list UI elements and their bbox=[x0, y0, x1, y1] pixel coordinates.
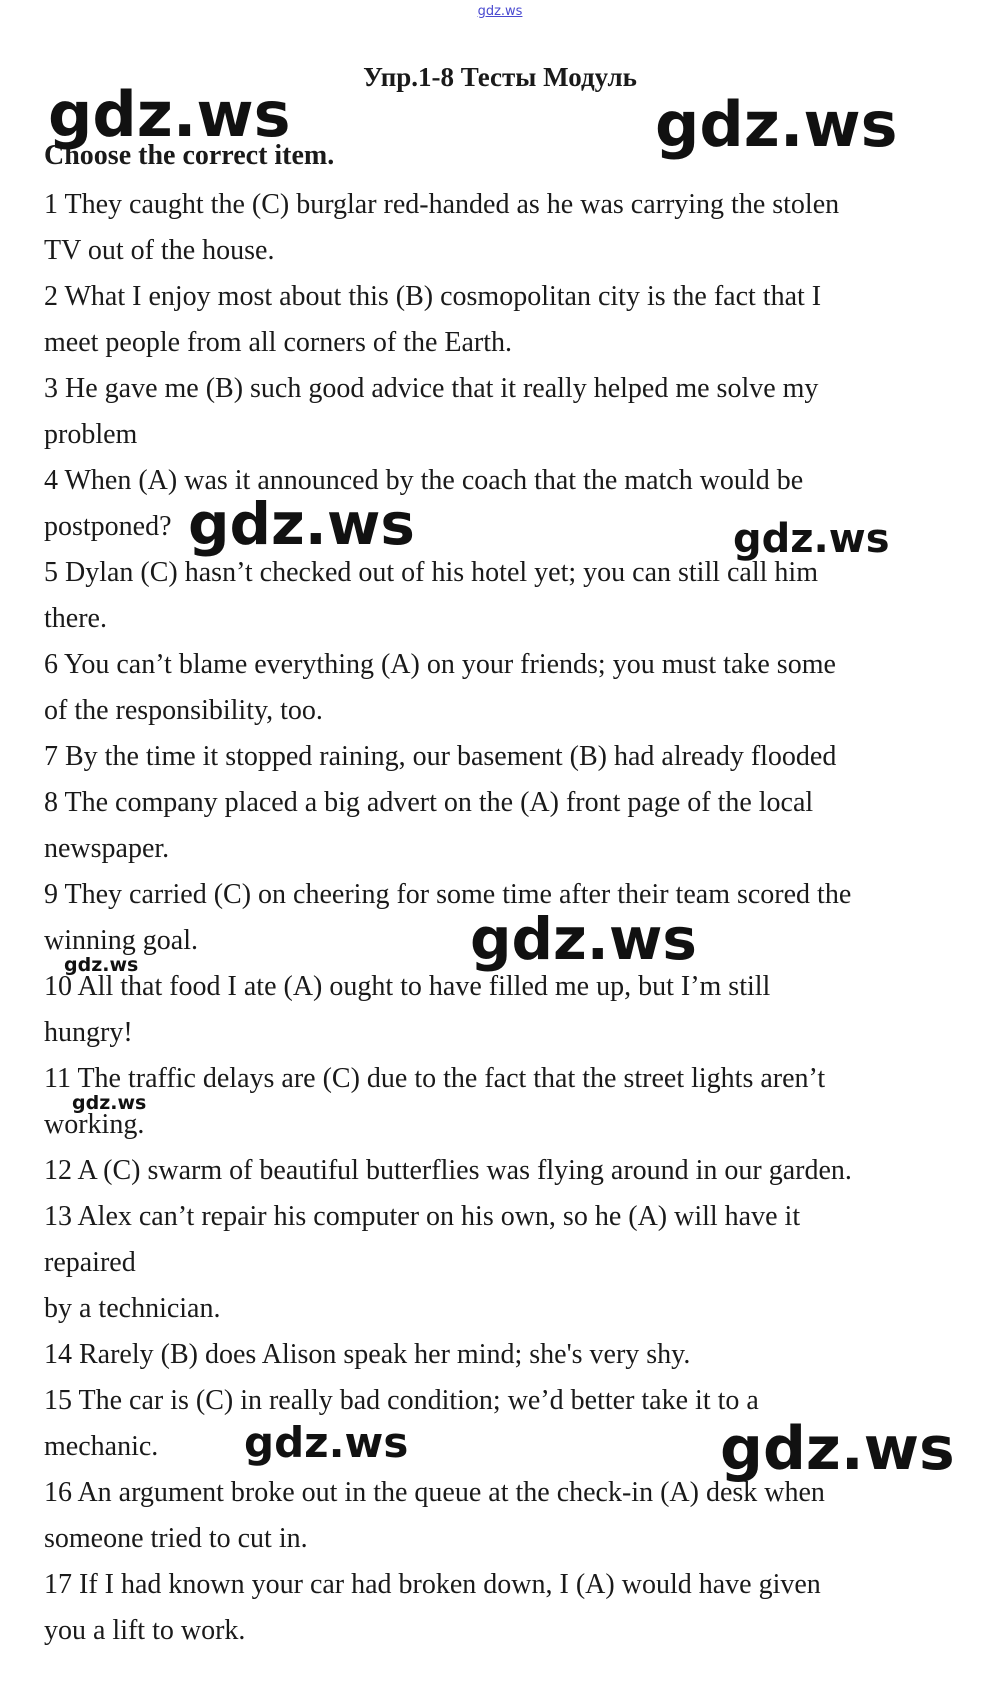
text-line: 1 They caught the (C) burglar red-handed as he was carrying the stolen bbox=[44, 189, 840, 220]
text-line: 2 What I enjoy most about this (B) cosmopolitan city is the fact that I bbox=[44, 281, 822, 312]
page-title: Упр.1-8 Тесты Модуль bbox=[363, 62, 637, 92]
text-line: there. bbox=[44, 603, 107, 634]
text-line: 5 Dylan (C) hasn’t checked out of his hotel yet; you can still call him bbox=[44, 557, 818, 588]
text-line: 4 When (A) was it announced by the coach that the match would be bbox=[44, 465, 804, 496]
text-line: 8 The company placed a big advert on the (A) front page of the local bbox=[44, 787, 814, 818]
watermark: gdz.ws bbox=[470, 905, 697, 973]
text-line: 14 Rarely (B) does Alison speak her mind; she's very shy. bbox=[44, 1339, 691, 1370]
watermark-top-link[interactable]: gdz.ws bbox=[477, 4, 523, 19]
watermark: gdz.ws bbox=[48, 78, 291, 151]
instruction-heading: Choose the correct item. bbox=[44, 140, 335, 171]
text-line: someone tried to cut in. bbox=[44, 1523, 308, 1554]
text-line: 12 A (C) swarm of beautiful butterflies was flying around in our garden. bbox=[44, 1155, 852, 1186]
text-line: 17 If I had known your car had broken down, I (A) would have given bbox=[44, 1569, 821, 1600]
text-line: winning goal. bbox=[44, 925, 198, 956]
text-line: problem bbox=[44, 419, 138, 450]
watermark: gdz.ws bbox=[655, 88, 898, 161]
text-line: 10 All that food I ate (A) ought to have filled me up, but I’m still bbox=[44, 971, 771, 1002]
watermark: gdz.ws bbox=[64, 954, 139, 976]
text-line: of the responsibility, too. bbox=[44, 695, 323, 726]
text-line: 9 They carried (C) on cheering for some time after their team scored the bbox=[44, 879, 852, 910]
text-line: 13 Alex can’t repair his computer on his own, so he (A) will have it bbox=[44, 1201, 801, 1232]
text-line: 11 The traffic delays are (C) due to the fact that the street lights aren’t bbox=[44, 1063, 826, 1094]
text-line: 6 You can’t blame everything (A) on your friends; you must take some bbox=[44, 649, 836, 680]
watermark: gdz.ws bbox=[72, 1092, 147, 1114]
text-line: TV out of the house. bbox=[44, 235, 275, 266]
text-line: 3 He gave me (B) such good advice that it really helped me solve my bbox=[44, 373, 819, 404]
watermark: gdz.ws bbox=[733, 516, 890, 562]
text-line: mechanic. bbox=[44, 1431, 159, 1462]
text-line: newspaper. bbox=[44, 833, 170, 864]
text-line: hungry! bbox=[44, 1017, 133, 1048]
text-line: meet people from all corners of the Earth. bbox=[44, 327, 513, 358]
watermark: gdz.ws bbox=[188, 490, 415, 558]
text-line: you a lift to work. bbox=[44, 1615, 246, 1646]
watermark: gdz.ws bbox=[720, 1414, 955, 1484]
text-line: 16 An argument broke out in the queue at the check-in (A) desk when bbox=[44, 1477, 825, 1508]
text-line: repaired bbox=[44, 1247, 136, 1278]
text-line: 7 By the time it stopped raining, our basement (B) had already flooded bbox=[44, 741, 837, 772]
text-line: working. bbox=[44, 1109, 145, 1140]
text-line: postponed? bbox=[44, 511, 172, 542]
text-line: 15 The car is (C) in really bad condition; we’d better take it to a bbox=[44, 1385, 759, 1416]
text-line: by a technician. bbox=[44, 1293, 221, 1324]
watermark: gdz.ws bbox=[244, 1418, 409, 1467]
